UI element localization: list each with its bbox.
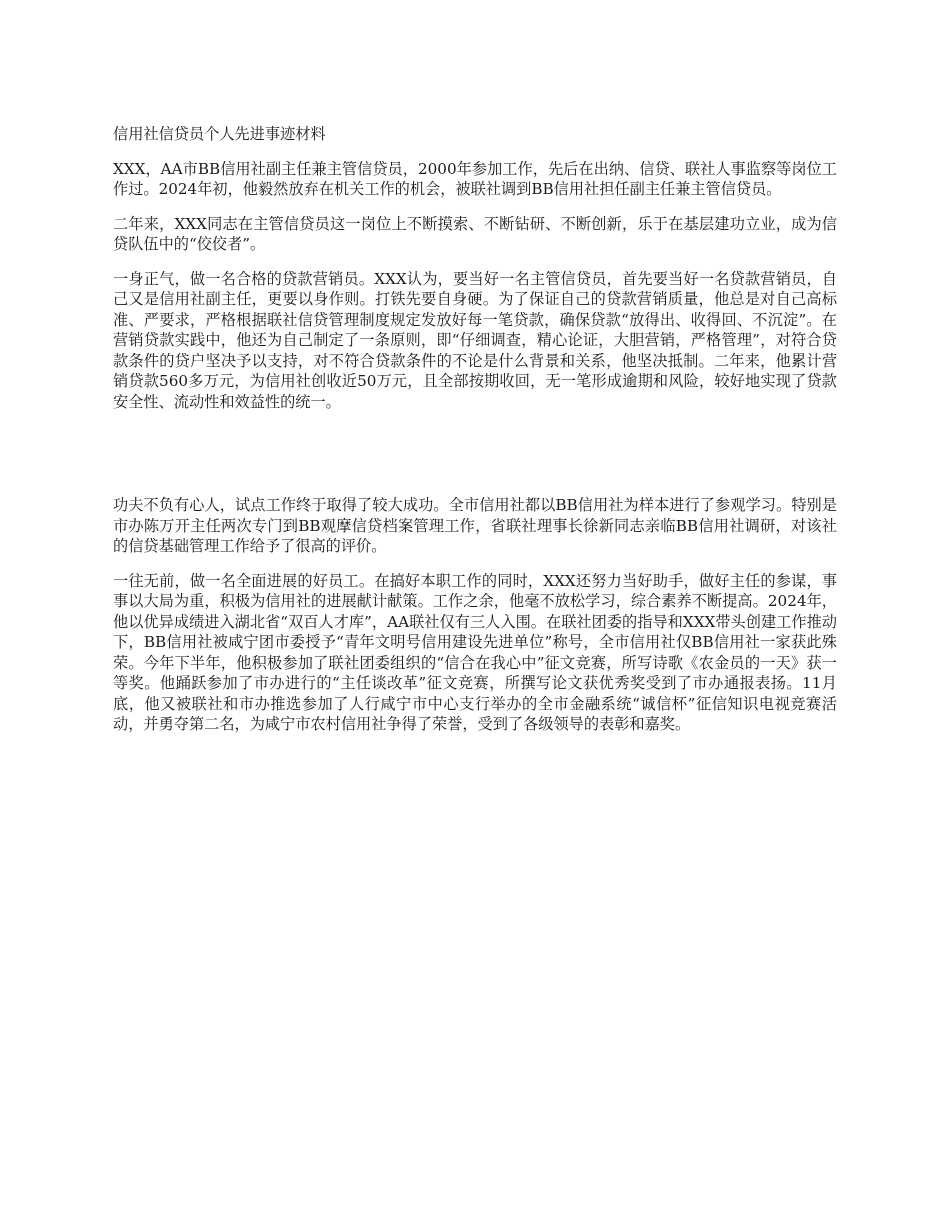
- paragraph-all-round-employee: 一往无前，做一名全面进展的好员工。在搞好本职工作的同时，XXX还努力当好助手，做好主任的参谋，事事以大局为重，积极为信用社的进展献计献策。工作之余，他毫不放松学习，综合素养不断提高。2024年，他以优异成绩进入湖北省“双百人才库”，AA联社仅有三人入围。在联社团委的指导和XXX带头创建工作推动下，BB信用社被咸宁团市委授予“青年文明号信用建设先进单位”称号，全市信用社仅BB信用社一家获此殊荣。今年下半年，他积极参加了联社团委组织的“信合在我心中”征文竞赛，所写诗歌《农金员的一天》获一等奖。他踊跃参加了市办进行的“主任谈改革”征文竞赛，所撰写论文获优秀奖受到了市办通报表扬。11月底，他又被联社和市办推选参加了人行咸宁市中心支行举办的全市金融系统“诚信杯”征信知识电视竞赛活动，并勇夺第二名，为咸宁市农村信用社争得了荣誉，受到了各级领导的表彰和嘉奖。: [113, 571, 837, 733]
- document-title: 信用社信贷员个人先进事迹材料: [113, 125, 326, 143]
- paragraph-intro: XXX，AA市BB信用社副主任兼主管信贷员，2000年参加工作，先后在出纳、信贷、联社人事监察等岗位工作过。2024年初，他毅然放弃在机关工作的机会，被联社调到BB信用社担任副主任兼主管信贷员。: [113, 159, 837, 198]
- document-page: [113, 124, 837, 749]
- paragraph-loan-marketing: 一身正气，做一名合格的贷款营销员。XXX认为，要当好一名主管信贷员，首先要当好一名贷款营销员，自己又是信用社副主任，更要以身作则。打铁先要自身硬。为了保证自己的贷款营销质量，他总是对自己高标准、严要求，严格根据联社信贷管理制度规定发放好每一笔贷款，确保贷款“放得出、收得回、不沉淀”。在营销贷款实践中，他还为自己制定了一条原则，即“仔细调查，精心论证，大胆营销，严格管理”，对符合贷款条件的贷户坚决予以支持，对不符合贷款条件的不论是什么背景和关系，他坚决抵制。二年来，他累计营销贷款560多万元，为信用社创收近50万元，且全部按期收回，无一笔形成逾期和风险，较好地实现了贷款安全性、流动性和效益性的统一。: [113, 269, 837, 411]
- paragraph-summary: 二年来，XXX同志在主管信贷员这一岗位上不断摸索、不断钻研、不断创新，乐于在基层建功立业，成为信贷队伍中的“佼佼者”。: [113, 214, 837, 253]
- blank-space: [113, 426, 837, 495]
- paragraph-pilot-success: 功夫不负有心人，试点工作终于取得了较大成功。全市信用社都以BB信用社为样本进行了参观学习。特别是市办陈万开主任两次专门到BB观摩信贷档案管理工作，省联社理事长徐新同志亲临BB信用社调研，对该社的信贷基础管理工作给予了很高的评价。: [113, 496, 837, 555]
